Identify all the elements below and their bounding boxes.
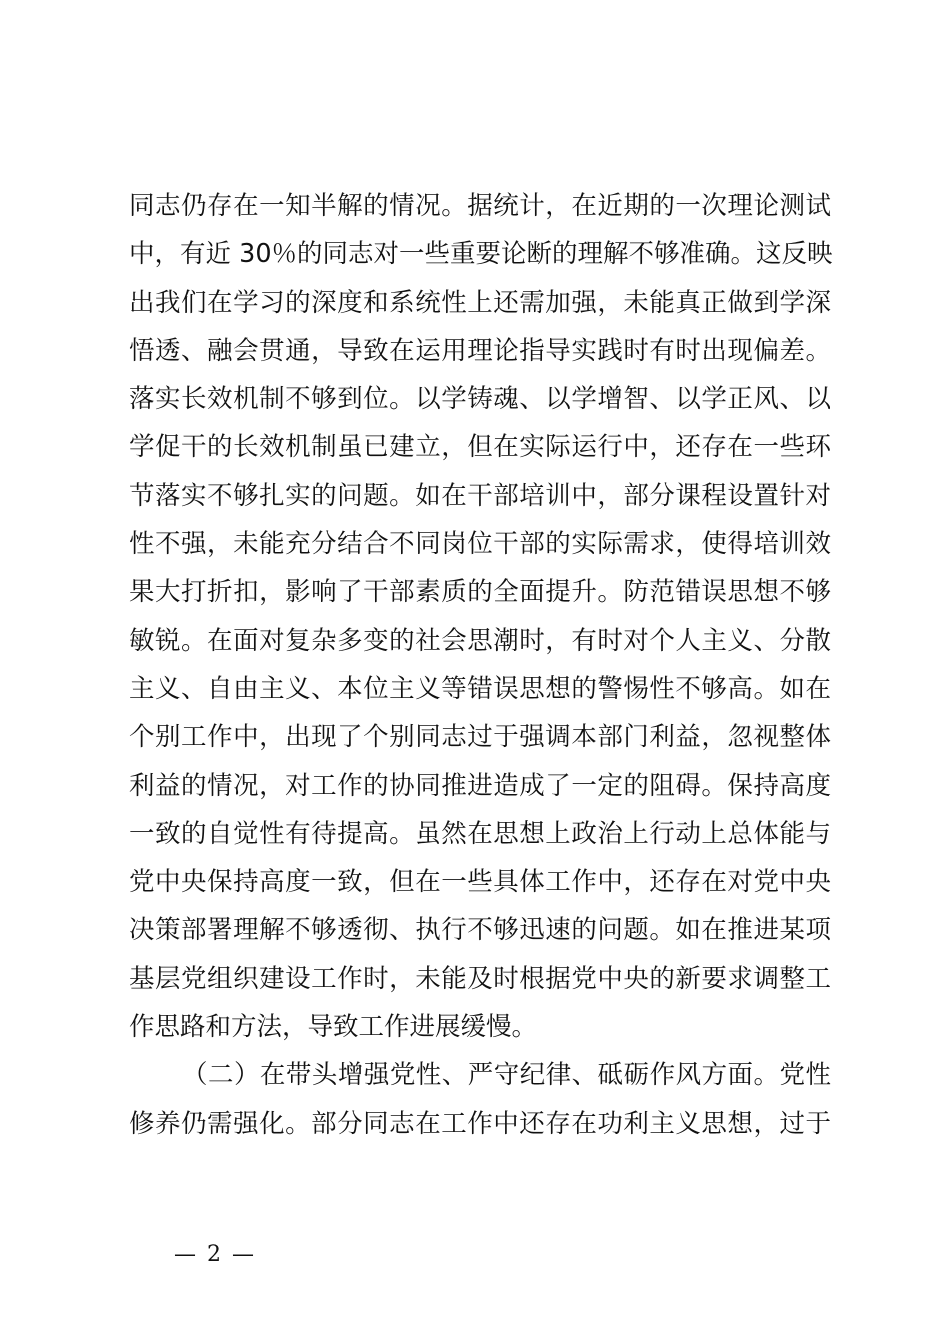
text-line: 利益的情况，对工作的协同推进造成了一定的阻碍。保持高度	[129, 770, 831, 801]
text-line: 党中央保持高度一致，但在一些具体工作中，还存在对党中央	[129, 867, 831, 898]
section-heading-line: （二）在带头增强党性、严守纪律、砥砺作风方面。党性	[182, 1060, 831, 1091]
text-line: 节落实不够扎实的问题。如在干部培训中，部分课程设置针对	[129, 480, 831, 511]
body-text	[129, 182, 831, 1148]
text-line: 中，有近 30％的同志对一些重要论断的理解不够准确。这反映	[129, 239, 833, 270]
text-line: 作思路和方法，导致工作进展缓慢。	[129, 1012, 538, 1043]
text-line: 果大打折扣，影响了干部素质的全面提升。防范错误思想不够	[129, 577, 831, 608]
text-line: 悟透、融会贯通，导致在运用理论指导实践时有时出现偏差。	[129, 335, 831, 366]
text-line: 主义、自由主义、本位主义等错误思想的警惕性不够高。如在	[129, 673, 831, 704]
text-line: 基层党组织建设工作时，未能及时根据党中央的新要求调整工	[129, 963, 831, 994]
text-line: 性不强，未能充分结合不同岗位干部的实际需求，使得培训效	[129, 529, 831, 560]
text-line: 个别工作中，出现了个别同志过于强调本部门利益，忽视整体	[129, 722, 831, 753]
text-line: 敏锐。在面对复杂多变的社会思潮时，有时对个人主义、分散	[129, 625, 831, 656]
text-line: 同志仍存在一知半解的情况。据统计，在近期的一次理论测试	[129, 191, 831, 221]
text-line: 出我们在学习的深度和系统性上还需加强，未能真正做到学深	[129, 287, 831, 318]
text-line: 落实长效机制不够到位。以学铸魂、以学增智、以学正风、以	[129, 384, 831, 415]
text-line: 决策部署理解不够透彻、执行不够迅速的问题。如在推进某项	[129, 915, 831, 946]
page-number: — 2 —	[174, 1242, 256, 1267]
text-line: 一致的自觉性有待提高。虽然在思想上政治上行动上总体能与	[129, 818, 831, 849]
text-line: 学促干的长效机制虽已建立，但在实际运行中，还存在一些环	[129, 432, 831, 463]
text-line: 修养仍需强化。部分同志在工作中还存在功利主义思想，过于	[129, 1108, 831, 1139]
